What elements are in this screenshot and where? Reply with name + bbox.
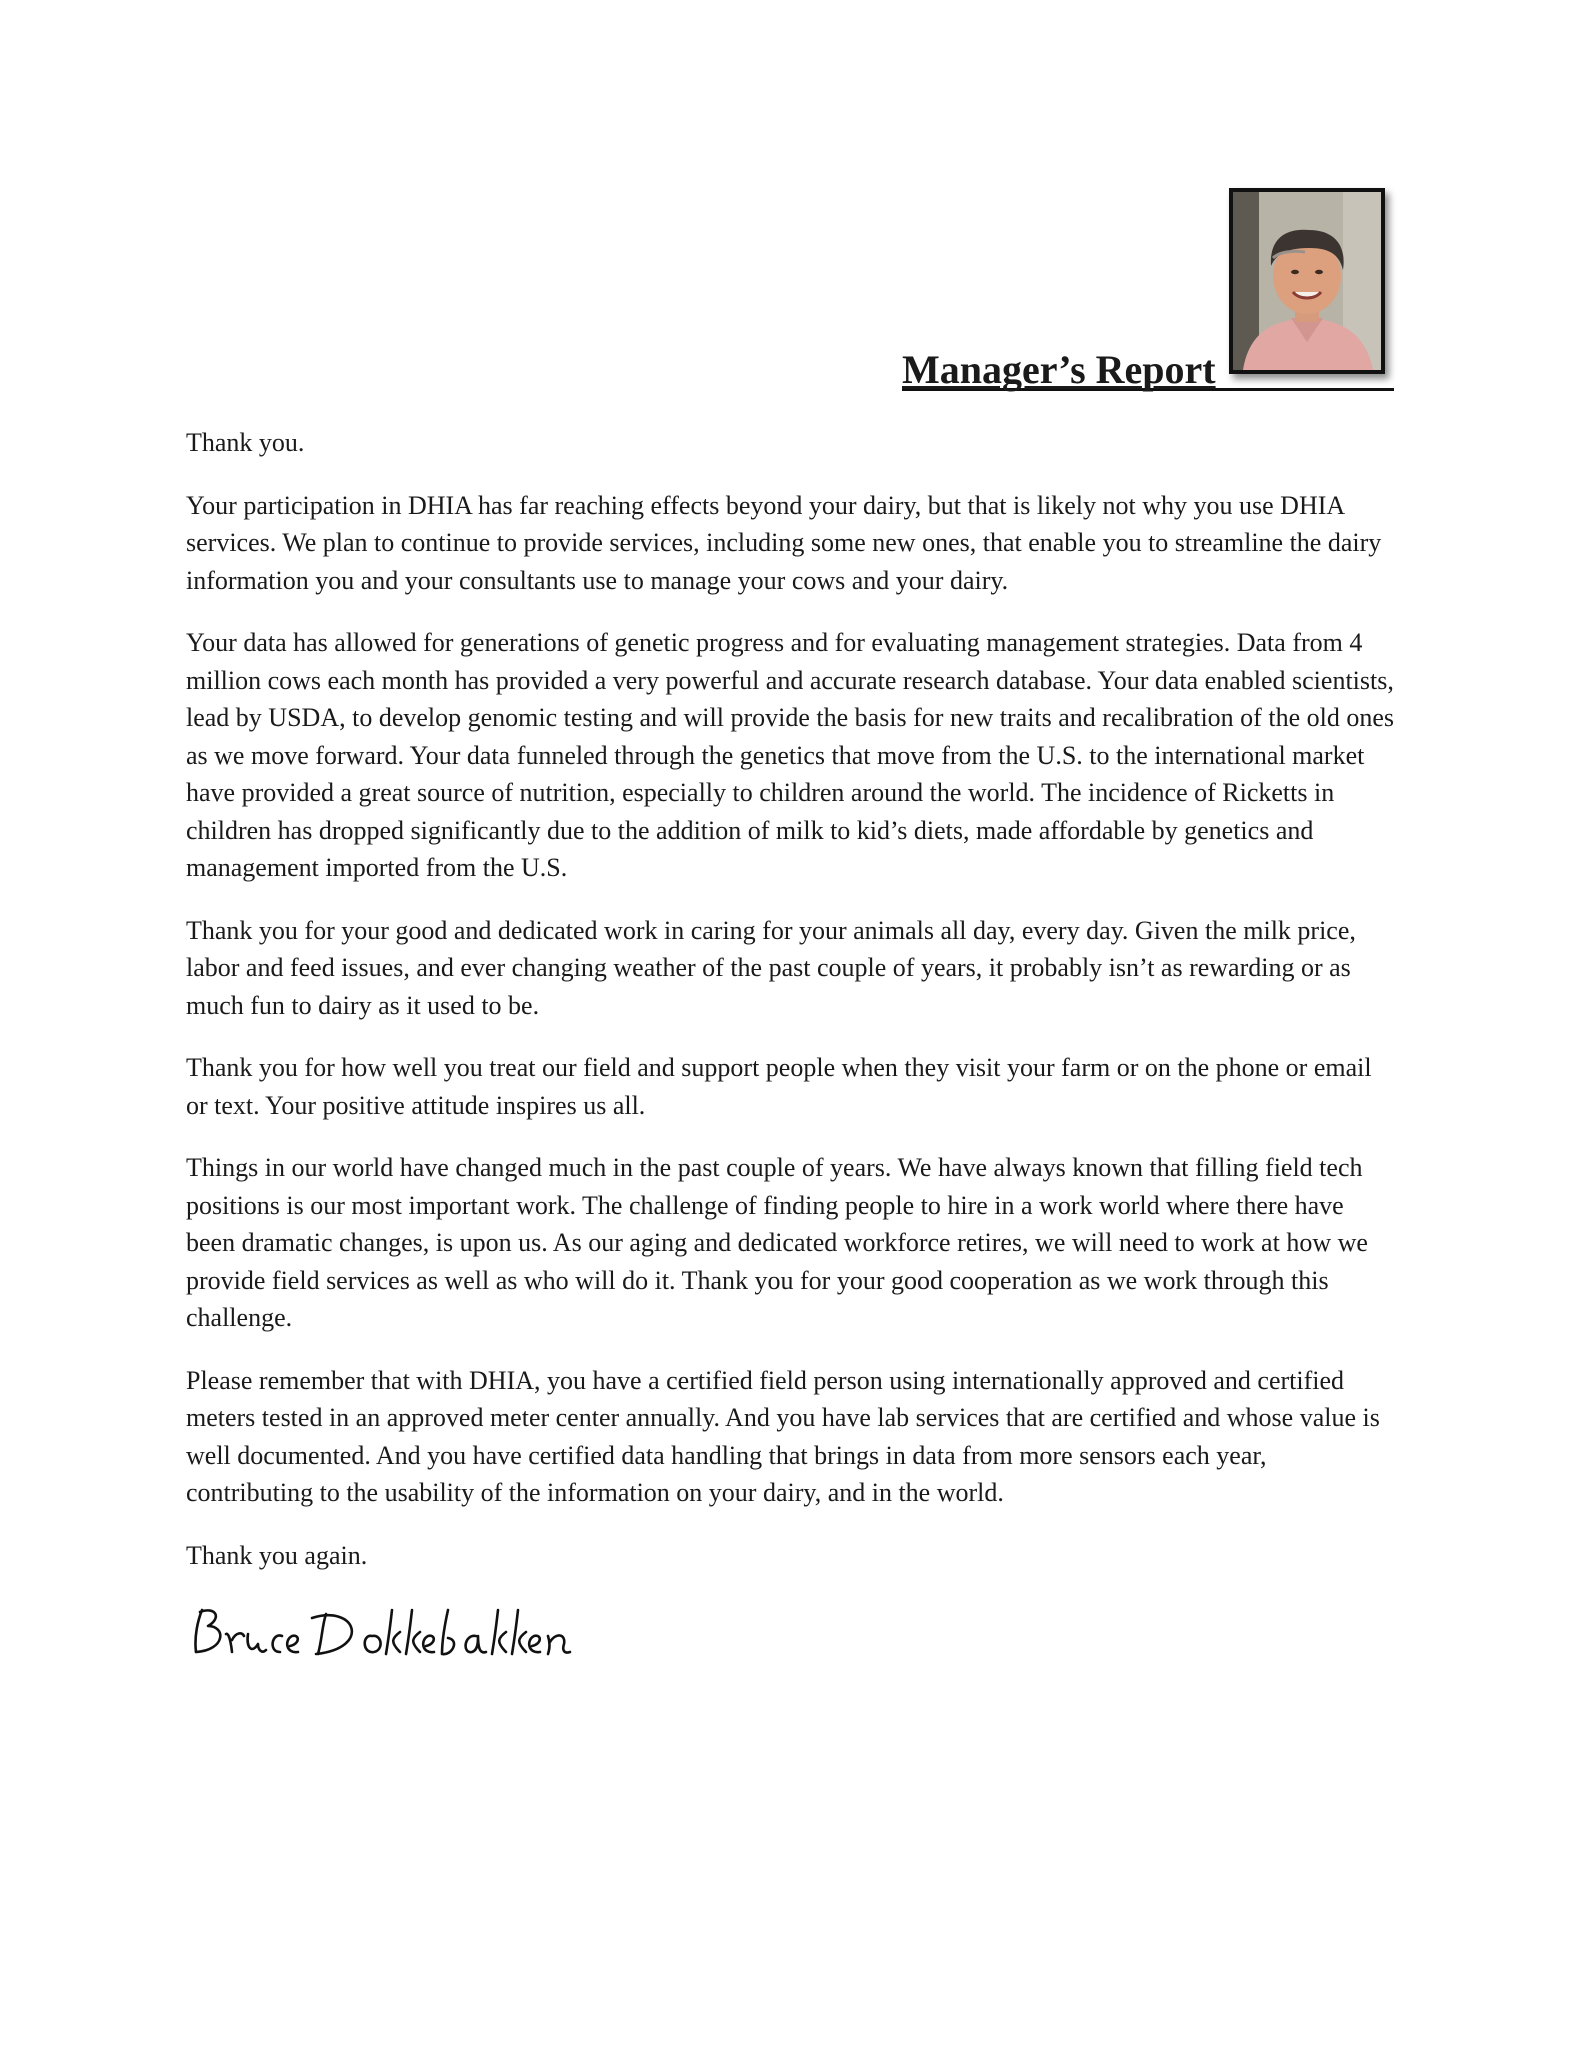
signature-graphic: [186, 1600, 586, 1670]
report-body: [186, 424, 1398, 1599]
paragraph-1: Thank you.: [186, 428, 305, 457]
paragraph-5: Thank you for how well you treat our field and support people when they visit your farm or on the phone or email or text. Your positive attitude inspires us all.: [186, 1053, 1372, 1120]
paragraph-7: Please remember that with DHIA, you have a certified field person using internationally approved and certified meters tested in an approved meter center annually. And you have lab services that are certified and whose value is well documented. And you have certified data handling that brings in data from more sensors each year, contributing to the usability of the information on your dairy, and in the world.: [186, 1365, 1380, 1507]
paragraph-4: Thank you for your good and dedicated work in caring for your animals all day, every day. Given the milk price, labor and feed issues, and ever changing weather of the past couple of years, it probably isn’t as rewarding or as much fun to dairy as it used to be.: [186, 915, 1356, 1020]
paragraph-3: Your data has allowed for generations of genetic progress and for evaluating management strategies. Data from 4 million cows each month has provided a very powerful and accurate research database. Your data enabled scientists, lead by USDA, to develop genomic testing and will provide the basis for new traits and recalibration of the old ones as we move forward. Your data funneled through the genetics that move from the U.S. to the international market have provided a great source of nutrition, especially to children around the world. The incidence of Ricketts in children has dropped significantly due to the addition of milk to kid’s diets, made affordable by genetics and management imported from the U.S.: [186, 628, 1394, 882]
page-title: Manager’s Report: [902, 347, 1216, 392]
paragraph-8: Thank you again.: [186, 1540, 368, 1570]
paragraph-6: Things in our world have changed much in the past couple of years. We have always known that filling field tech positions is our most important work. The challenge of finding people to hire in a work world where there have been dramatic changes, is upon us. As our aging and dedicated workforce retires, we will need to work at how we provide field services as well as who will do it. Thank you for your good cooperation as we work through this challenge.: [186, 1153, 1368, 1332]
handwritten-signature: [186, 1600, 586, 1670]
title-rule: [902, 340, 1394, 391]
paragraph-2: Your participation in DHIA has far reaching effects beyond your dairy, but that is likely not why you use DHIA services. We plan to continue to provide services, including some new ones, that enable you to streamline the dairy information you and your consultants use to manage your cows and your dairy.: [186, 490, 1382, 595]
